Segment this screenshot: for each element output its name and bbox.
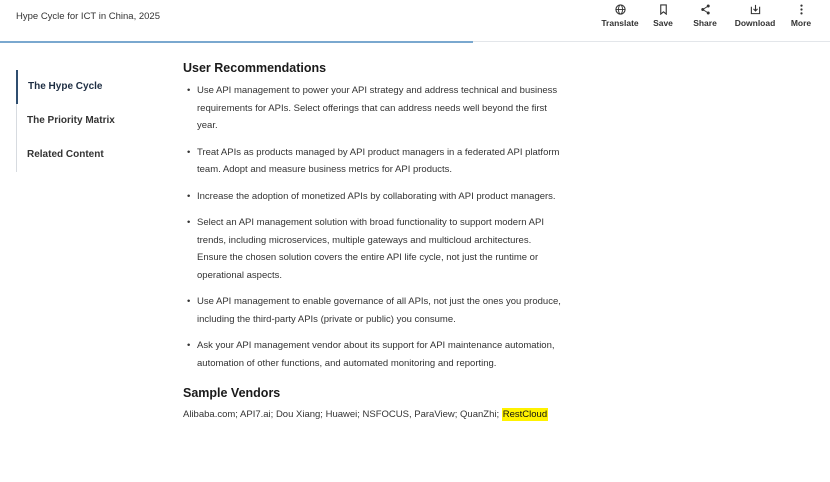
more-vertical-icon: [796, 4, 807, 15]
download-icon: [750, 4, 761, 15]
list-item: • Use API management to enable governance of all APIs, not just the ones you produce, including the third-party APIs (private or public) you consume.: [183, 293, 563, 328]
more-label: More: [790, 18, 812, 28]
reading-progress-bar: [0, 41, 473, 43]
globe-icon: [615, 4, 626, 15]
list-item: • Use API management to power your API strategy and address technical and business requirements for APIs. Select offerings that can address needs well beyond the first year.: [183, 82, 563, 135]
recommendations-list: [183, 82, 583, 372]
translate-button[interactable]: [597, 4, 643, 28]
bookmark-icon: [658, 4, 669, 15]
nav-item-hype-cycle[interactable]: The Hype Cycle: [16, 70, 136, 104]
share-label: Share: [693, 18, 717, 28]
save-label: Save: [653, 18, 673, 28]
save-button[interactable]: [648, 4, 678, 28]
translate-label: Translate: [601, 18, 639, 28]
toolbar-actions: [597, 4, 816, 28]
list-item: • Ask your API management vendor about its support for API maintenance automation, automation of other functions, and automated monitoring and reporting.: [183, 337, 563, 372]
download-button[interactable]: [728, 4, 782, 28]
nav-item-priority-matrix[interactable]: The Priority Matrix: [27, 115, 115, 126]
list-item: • Select an API management solution with broad functionality to support modern API trends, including microservices, multiple gateways and multicloud architectures. Ensure the chosen solution covers the entire API life cycle, not just the runtime or operational aspects.: [183, 214, 563, 284]
share-button[interactable]: [688, 4, 722, 28]
document-title: Hype Cycle for ICT in China, 2025: [16, 11, 160, 22]
more-button[interactable]: [786, 4, 816, 28]
share-icon: [700, 4, 711, 15]
vendors-list: Alibaba.com; API7.ai; Dou Xiang; Huawei; NSFOCUS, ParaView; QuanZhi;: [183, 409, 500, 420]
article-content: [183, 61, 583, 420]
list-item: • Treat APIs as products managed by API product managers in a federated API platform team. Adopt and measure business metrics for API products.: [183, 144, 563, 179]
vendors-text: [183, 409, 583, 420]
vendors-heading: Sample Vendors: [183, 386, 281, 400]
nav-item-related-content[interactable]: Related Content: [27, 149, 104, 160]
section-nav: [16, 70, 136, 172]
top-bar: [0, 0, 830, 42]
recommendations-heading: User Recommendations: [183, 61, 327, 75]
highlighted-vendor: RestCloud: [502, 409, 548, 420]
list-item: • Increase the adoption of monetized APIs by collaborating with API product managers.: [183, 188, 563, 206]
download-label: Download: [734, 18, 776, 28]
